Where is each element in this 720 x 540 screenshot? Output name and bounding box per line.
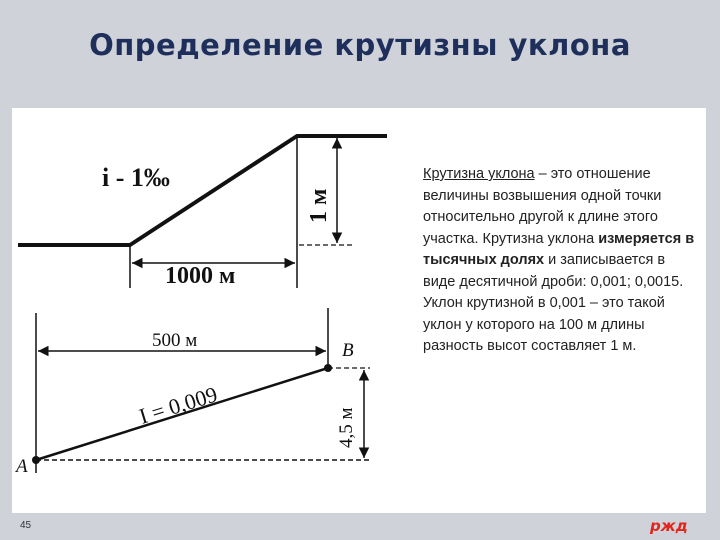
right-band	[706, 108, 720, 513]
example-paragraph: Уклон крутизной в 0,001 – это такой уклон у которого на 100 м длины разность высот составляет 1 м.	[423, 295, 665, 354]
definition-paragraph	[423, 164, 698, 293]
slope-label: i - 1‰	[102, 163, 170, 192]
page-number: 45	[20, 520, 32, 531]
slope-diagram	[12, 108, 407, 480]
bottom-length-label: 500 м	[152, 330, 198, 351]
term-underlined: Крутизна уклона	[423, 166, 535, 182]
rzd-logo-text: ржд	[650, 517, 688, 535]
point-a-label: А	[16, 456, 28, 477]
definition-rest: – это отношение величины возвышения одной точки относительно другой к длине этого участка. Крутизна уклона	[423, 166, 662, 247]
top-length-label: 1000 м	[165, 263, 236, 289]
explanation-text	[423, 164, 698, 358]
rzd-logo	[648, 516, 690, 536]
slide-title: Определение крутизны уклона	[89, 28, 631, 62]
bottom-height-label: 4,5 м	[336, 407, 357, 448]
top-height-label: 1 м	[306, 188, 332, 223]
gradient-label: I = 0,009	[136, 381, 221, 429]
left-band	[0, 108, 12, 513]
definition-end: и записывается в виде десятичной дроби: 0,001; 0,0015.	[423, 252, 684, 290]
point-b-label: В	[342, 340, 354, 361]
footer-band	[0, 513, 720, 540]
bold-units: измеряется в тысячных долях	[423, 230, 695, 268]
